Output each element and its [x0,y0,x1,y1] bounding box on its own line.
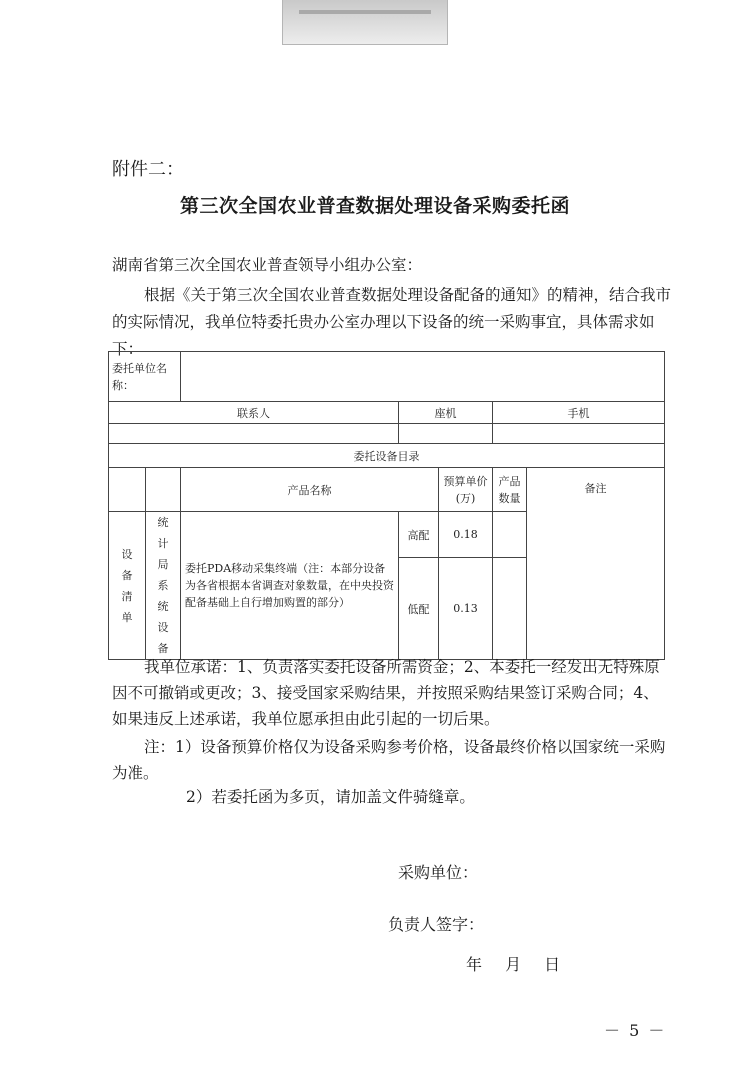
remark-header: 备注 [527,468,665,660]
contact-header: 联系人 [109,402,399,424]
landline-header: 座机 [399,402,493,424]
high-config-price: 0.18 [439,512,493,558]
page-title: 第三次全国农业普查数据处理设备采购委托函 [179,195,570,217]
mobile-field[interactable] [493,424,665,444]
product-name-cell: 委托PDA移动采集终端（注：本部分设备为各省根据本省调查对象数量，在中央投资配备基础上自行增加购置的部分） [181,512,399,660]
quantity-header: 产品数量 [493,468,527,512]
intro-paragraph: 根据《关于第三次全国农业普查数据处理设备配备的通知》的精神，结合我市的实际情况，我单位特委托贵办公室办理以下设备的统一采购事宜，具体需求如下： [112,286,672,358]
low-config-quantity-field[interactable] [493,558,527,660]
equipment-list-label: 设 备 清 单 [109,512,146,660]
note-1: 注：1）设备预算价格仅为设备采购参考价格，设备最终价格以国家统一采购为准。 [112,738,666,782]
header-empty-cell [109,468,146,512]
price-header: 预算单价(万) [439,468,493,512]
commission-form-table [108,351,665,660]
header-empty-cell [146,468,181,512]
high-config-label: 高配 [399,512,439,558]
unit-label-cell: 委托单位名称： [109,352,181,402]
leader-signature-label: 负责人签字： [388,915,485,934]
high-config-quantity-field[interactable] [493,512,527,558]
product-name-header: 产品名称 [181,468,439,512]
annex-label: 附件二： [112,159,184,180]
binder-clip [282,0,448,45]
page-number: － 5 － [604,1021,667,1040]
low-config-label: 低配 [399,558,439,660]
unit-name-field[interactable] [181,352,665,402]
date-label: 年 月 日 [466,955,561,974]
catalog-title: 委托设备目录 [109,444,665,468]
landline-field[interactable] [399,424,493,444]
mobile-header: 手机 [493,402,665,424]
low-config-price: 0.13 [439,558,493,660]
pledge-paragraph: 我单位承诺：1、负责落实委托设备所需资金；2、本委托一经发出无特殊原因不可撤销或更改；3、接受国家采购结果，并按照采购结果签订采购合同；4、如果违反上述承诺，我单位愿承担由此引起的一切后果。 [112,658,660,728]
contact-field[interactable] [109,424,399,444]
purchaser-unit-label: 采购单位： [398,863,479,882]
note-2: 2）若委托函为多页，请加盖文件骑缝章。 [186,788,475,806]
addressee: 湖南省第三次全国农业普查领导小组办公室： [112,256,423,274]
stats-bureau-equipment-label: 统 计 局 系 统 设 备 [146,512,181,660]
